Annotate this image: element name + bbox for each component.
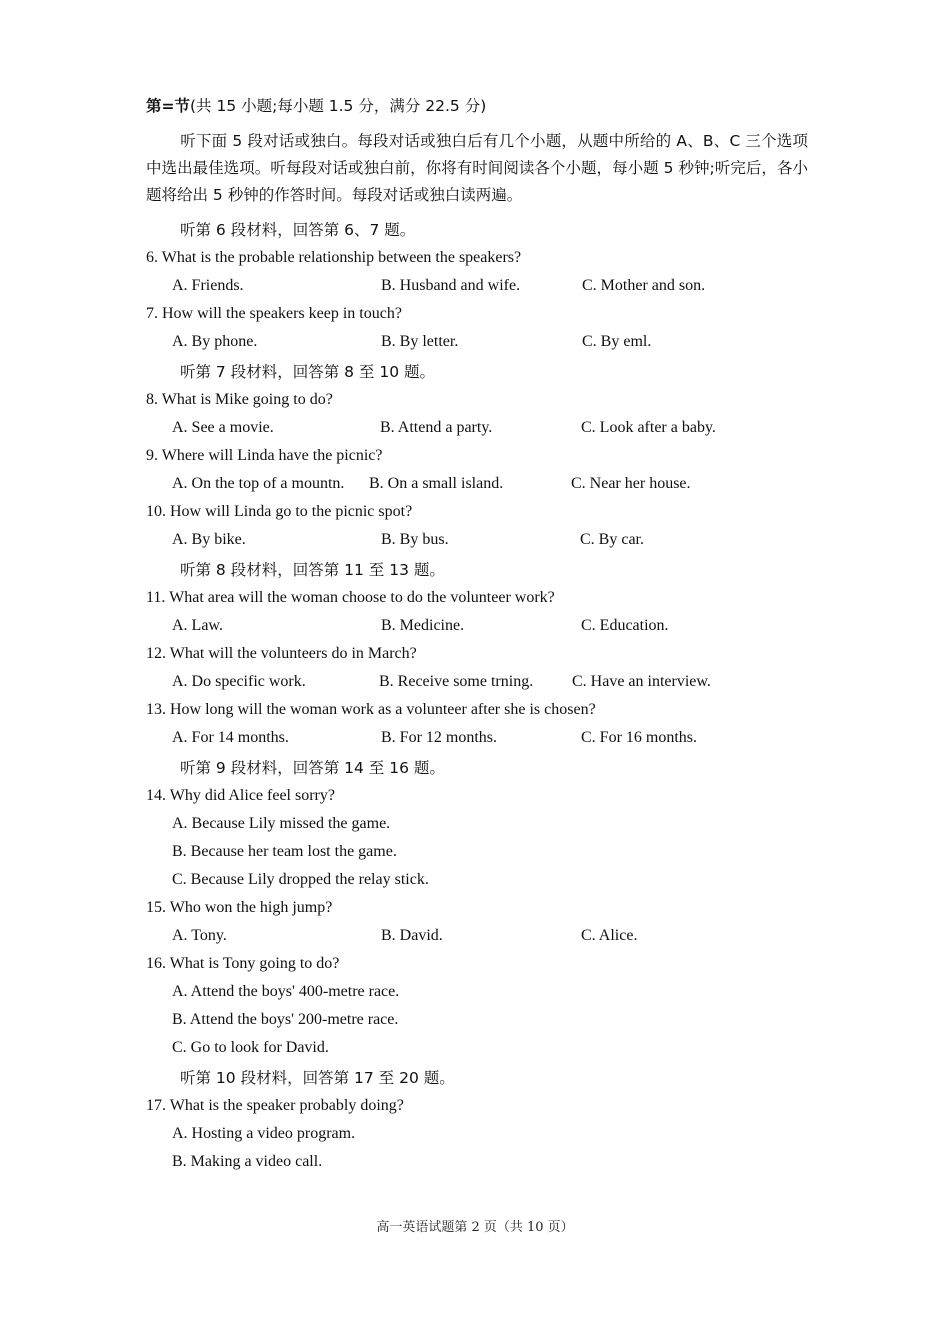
question-10: 10. How will Linda go to the picnic spot? [146,503,413,520]
q8-option-a: A. See a movie. [172,419,274,436]
q10-option-c: C. By car. [580,531,644,548]
material-10-header: 听第 10 段材料，回答第 17 至 20 题。 [180,1069,455,1087]
question-11: 11. What area will the woman choose to do the volunteer work? [146,589,555,606]
q8-option-b: B. Attend a party. [380,419,493,436]
q17-option-b: B. Making a video call. [172,1153,323,1170]
q9-option-a: A. On the top of a mountn. [172,475,345,492]
q16-option-a: A. Attend the boys' 400-metre race. [172,983,400,1000]
q13-option-c: C. For 16 months. [581,729,698,746]
question-9: 9. Where will Linda have the picnic? [146,447,383,464]
q13-option-b: B. For 12 months. [381,729,498,746]
section-title-bold: 第=节 [146,97,190,115]
q15-option-b: B. David. [381,927,443,944]
material-6-header: 听第 6 段材料，回答第 6、7 题。 [180,221,416,239]
section-title [146,96,486,116]
question-7: 7. How will the speakers keep in touch? [146,305,402,322]
material-8-header: 听第 8 段材料，回答第 11 至 13 题。 [180,561,445,579]
material-9-header: 听第 9 段材料，回答第 14 至 16 题。 [180,759,445,777]
q10-option-b: B. By bus. [381,531,449,548]
q7-option-b: B. By letter. [381,333,459,350]
question-8: 8. What is Mike going to do? [146,391,333,408]
q11-option-b: B. Medicine. [381,617,465,634]
q7-option-a: A. By phone. [172,333,258,350]
question-14: 14. Why did Alice feel sorry? [146,787,335,804]
q11-option-a: A. Law. [172,617,223,634]
instructions-text: 听下面 5 段对话或独白。每段对话或独白后有几个小题，从题中所给的 A、B、C 三个选项中选出最佳选项。听每段对话或独白前，你将有时间阅读各个小题，每小题 5 秒钟;听完后，各小题将给出 5 秒钟的作答时间。每段对话或独白读两遍。 [146,132,808,204]
question-16: 16. What is Tony going to do? [146,955,340,972]
q15-option-a: A. Tony. [172,927,227,944]
q6-option-a: A. Friends. [172,277,244,294]
q9-option-c: C. Near her house. [571,475,691,492]
q16-option-c: C. Go to look for David. [172,1039,329,1056]
question-6: 6. What is the probable relationship between the speakers? [146,249,522,266]
section-instructions [146,128,808,209]
question-17: 17. What is the speaker probably doing? [146,1097,404,1114]
q13-option-a: A. For 14 months. [172,729,289,746]
q8-option-c: C. Look after a baby. [581,419,716,436]
question-12: 12. What will the volunteers do in March? [146,645,417,662]
q7-option-c: C. By eml. [582,333,652,350]
page-footer: 高一英语试题第 2 页（共 10 页） [376,1220,574,1235]
q14-option-c: C. Because Lily dropped the relay stick. [172,871,429,888]
q6-option-c: C. Mother and son. [582,277,706,294]
q17-option-a: A. Hosting a video program. [172,1125,356,1142]
q12-option-b: B. Receive some trning. [379,673,534,690]
q16-option-b: B. Attend the boys' 200-metre race. [172,1011,399,1028]
q14-option-b: B. Because her team lost the game. [172,843,397,860]
q12-option-c: C. Have an interview. [572,673,711,690]
q10-option-a: A. By bike. [172,531,246,548]
q6-option-b: B. Husband and wife. [381,277,521,294]
q11-option-c: C. Education. [581,617,669,634]
question-13: 13. How long will the woman work as a volunteer after she is chosen? [146,701,596,718]
q12-option-a: A. Do specific work. [172,673,306,690]
question-15: 15. Who won the high jump? [146,899,333,916]
q15-option-c: C. Alice. [581,927,638,944]
q9-option-b: B. On a small island. [369,475,504,492]
material-7-header: 听第 7 段材料，回答第 8 至 10 题。 [180,363,436,381]
section-title-rest: (共 15 小题;每小题 1.5 分，满分 22.5 分) [190,97,487,115]
q14-option-a: A. Because Lily missed the game. [172,815,391,832]
